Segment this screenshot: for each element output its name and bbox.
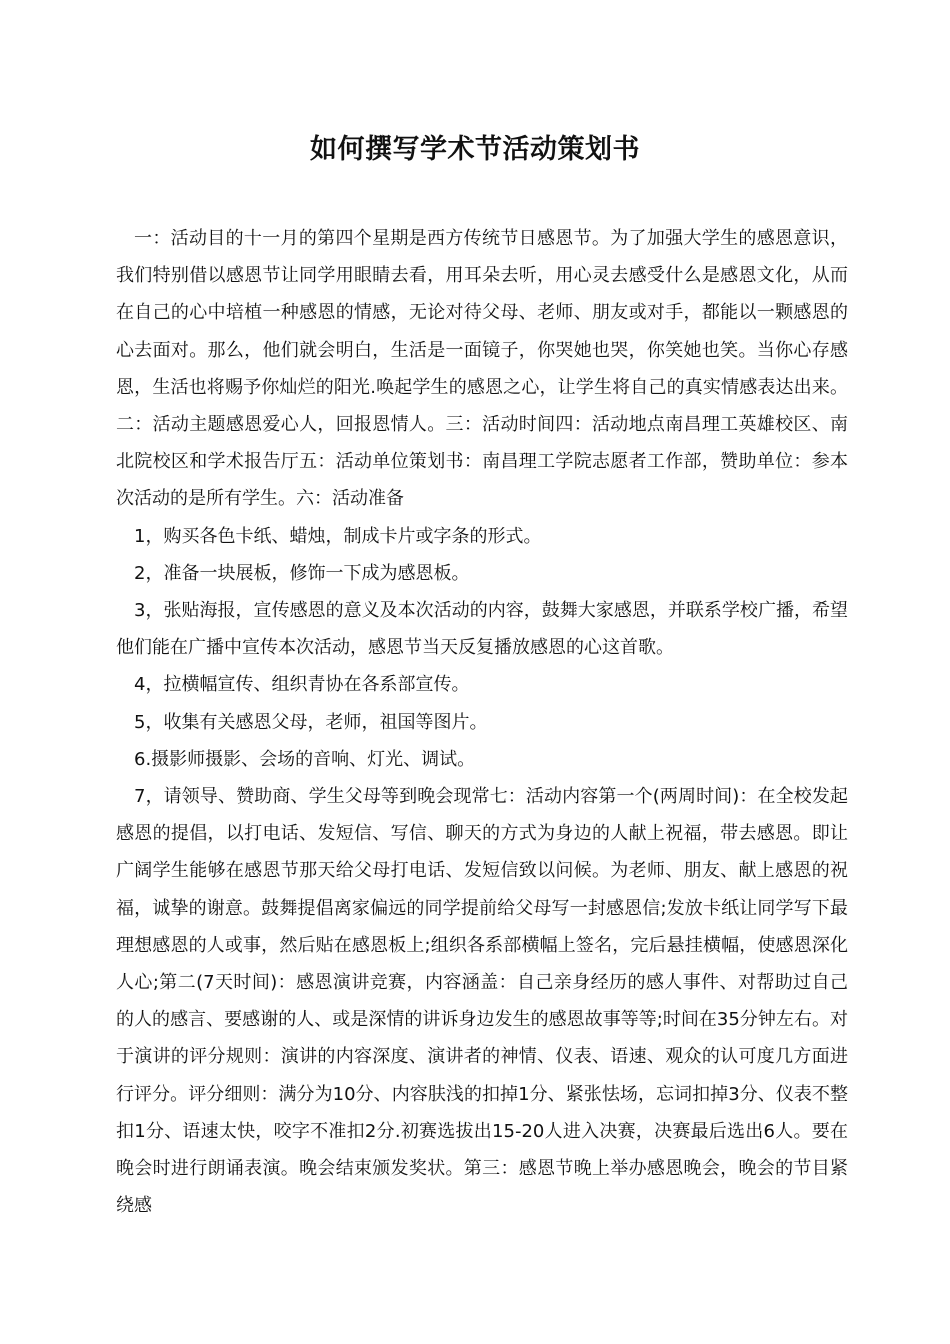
paragraph-item-5: 5，收集有关感恩父母，老师，祖国等图片。	[134, 711, 488, 733]
paragraph-item-2: 2，准备一块展板，修饰一下成为感恩板。	[134, 562, 470, 584]
document-body	[116, 220, 848, 1224]
paragraph-item-3: 3，张贴海报，宣传感恩的意义及本次活动的内容，鼓舞大家感恩，并联系学校广播，希望他们能在广播中宣传本次活动，感恩节当天反复播放感恩的心这首歌。	[116, 600, 848, 659]
paragraph-item-6: 6.摄影师摄影、会场的音响、灯光、调试。	[134, 748, 476, 770]
paragraph-item-7: 7，请领导、赞助商、学生父母等到晚会现常七：活动内容第一个(两周时间)：在全校发起感恩的提倡，以打电话、发短信、写信、聊天的方式为身边的人献上祝福，带去感恩。即让广阔学生能够在感恩节那天给父母打电话、发短信致以问候。为老师、朋友、献上感恩的祝福，诚挚的谢意。鼓舞提倡离家偏远的同学提前给父母写一封感恩信;发放卡纸让同学写下最理想感恩的人或事，然后贴在感恩板上;组织各系部横幅上签名，完后悬挂横幅，使感恩深化人心;第二(7天时间)：感恩演讲竞赛，内容涵盖：自己亲身经历的感人事件、对帮助过自己的人的感言、要感谢的人、或是深情的讲诉身边发生的感恩故事等等;时间在35分钟左右。对于演讲的评分规则：演讲的内容深度、演讲者的神情、仪表、语速、观众的认可度几方面进行评分。评分细则：满分为10分、内容肤浅的扣掉1分、紧张怯场，忘词扣掉3分、仪表不整扣1分、语速太快，咬字不准扣2分.初赛选拔出15-20人进入决赛，决赛最后选出6人。要在晚会时进行朗诵表演。晚会结束颁发奖状。第三：感恩节晚上举办感恩晚会，晚会的节目紧绕感	[116, 786, 848, 1217]
document-title: 如何撰写学术节活动策划书	[310, 134, 640, 165]
paragraph-item-1: 1，购买各色卡纸、蜡烛，制成卡片或字条的形式。	[134, 525, 542, 547]
paragraph-intro: 一：活动目的十一月的第四个星期是西方传统节日感恩节。为了加强大学生的感恩意识，我们特别借以感恩节让同学用眼睛去看，用耳朵去听，用心灵去感受什么是感恩文化，从而在自己的心中培植一种感恩的情感，无论对待父母、老师、朋友或对手，都能以一颗感恩的心去面对。那么，他们就会明白，生活是一面镜子，你哭她也哭，你笑她也笑。当你心存感恩，生活也将赐予你灿烂的阳光.唤起学生的感恩之心，让学生将自己的真实情感表达出来。二：活动主题感恩爱心人，回报恩情人。三：活动时间四：活动地点南昌理工英雄校区、南北院校区和学术报告厅五：活动单位策划书：南昌理工学院志愿者工作部，赞助单位：参本次活动的是所有学生。六：活动准备	[116, 228, 848, 510]
paragraph-item-4: 4，拉横幅宣传、组织青协在各系部宣传。	[134, 674, 470, 696]
